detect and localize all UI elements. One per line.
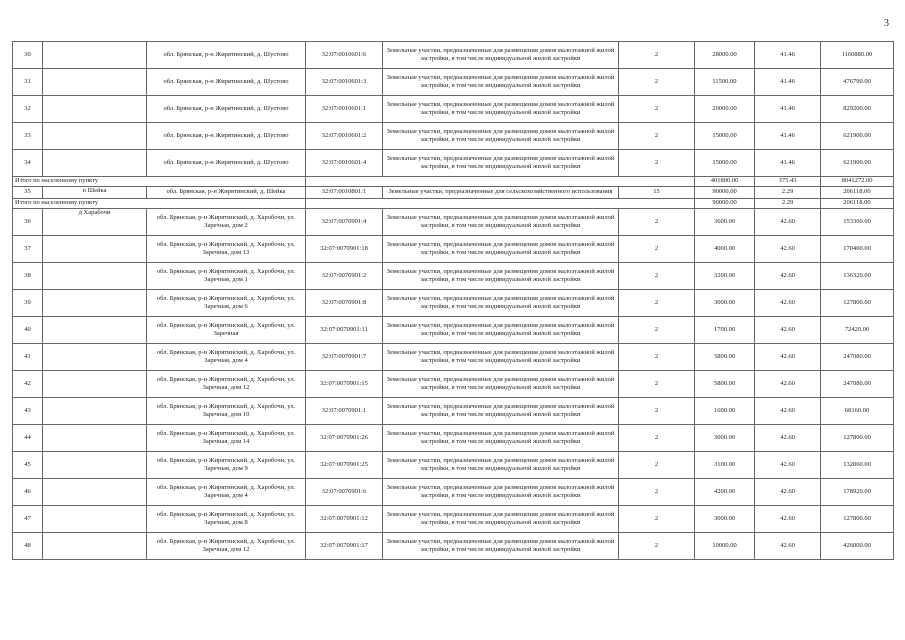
area-cell: 3200.00 xyxy=(695,263,755,290)
cadastral-number-cell: 32:07:0010801:1 xyxy=(306,187,383,199)
cadastral-number-cell: 32:07:0070901:6 xyxy=(306,479,383,506)
locality-cell xyxy=(43,452,147,479)
address-cell: обл. Брянская, р-н Жирятинский, д. Шустово xyxy=(147,96,306,123)
locality-cell xyxy=(43,263,147,290)
specific-value-cell: 41.46 xyxy=(755,42,821,69)
permitted-use-cell: Земельные участки, предназначенные для размещения домов малоэтажной жилой застройки, в том числе индивидуальной жилой застройки xyxy=(383,150,619,177)
table-row xyxy=(13,398,894,425)
subtotal-blank xyxy=(306,199,695,209)
area-cell: 5800.00 xyxy=(695,371,755,398)
specific-value-cell: 41.46 xyxy=(755,123,821,150)
address-cell: обл. Брянская, р-н Жирятинский, д. Харобочи, ул. Заречная, дом 1 xyxy=(147,263,306,290)
locality-cell xyxy=(43,42,147,69)
cadastral-value-cell: 132060.00 xyxy=(821,452,894,479)
table-row xyxy=(13,209,894,236)
cadastral-number-cell: 32:07:0070901:2 xyxy=(306,263,383,290)
row-number: 39 xyxy=(13,290,43,317)
specific-value-cell: 42.60 xyxy=(755,452,821,479)
permitted-use-cell: Земельные участки, предназначенные для сельскохозяйственного использования xyxy=(383,187,619,199)
area-cell: 20000.00 xyxy=(695,96,755,123)
cadastral-number-cell: 32:07:0010601:6 xyxy=(306,42,383,69)
permitted-use-cell: Земельные участки, предназначенные для размещения домов малоэтажной жилой застройки, в том числе индивидуальной жилой застройки xyxy=(383,42,619,69)
row-number: 37 xyxy=(13,236,43,263)
locality-cell: д Харабочи xyxy=(43,209,147,236)
table-row xyxy=(13,317,894,344)
subtotal-rate: 375.43 xyxy=(755,177,821,187)
row-number: 48 xyxy=(13,533,43,560)
cadastral-value-cell: 136320.00 xyxy=(821,263,894,290)
cadastral-value-cell: 170400.00 xyxy=(821,236,894,263)
cadastral-value-cell: 621900.00 xyxy=(821,150,894,177)
land-plot-table xyxy=(12,41,894,560)
specific-value-cell: 42.60 xyxy=(755,236,821,263)
address-cell: обл. Брянская, р-н Жирятинский, д. Шустово xyxy=(147,150,306,177)
permitted-use-cell: Земельные участки, предназначенные для размещения домов малоэтажной жилой застройки, в том числе индивидуальной жилой застройки xyxy=(383,506,619,533)
cadastral-value-cell: 247080.00 xyxy=(821,344,894,371)
permitted-use-cell: Земельные участки, предназначенные для размещения домов малоэтажной жилой застройки, в том числе индивидуальной жилой застройки xyxy=(383,344,619,371)
cadastral-value-cell: 127800.00 xyxy=(821,290,894,317)
table-row xyxy=(13,69,894,96)
area-cell: 90000.00 xyxy=(695,187,755,199)
subtotal-rate: 2.29 xyxy=(755,199,821,209)
row-number: 45 xyxy=(13,452,43,479)
cadastral-number-cell: 32:07:0070901:25 xyxy=(306,452,383,479)
row-number: 38 xyxy=(13,263,43,290)
locality-cell xyxy=(43,317,147,344)
category-cell: 2 xyxy=(619,317,695,344)
cadastral-number-cell: 32:07:0070901:11 xyxy=(306,317,383,344)
locality-cell xyxy=(43,290,147,317)
cadastral-value-cell: 247080.00 xyxy=(821,371,894,398)
cadastral-number-cell: 32:07:0070901:4 xyxy=(306,209,383,236)
cadastral-number-cell: 32:07:0070901:18 xyxy=(306,236,383,263)
address-cell: обл. Брянская, р-н Жирятинский, д. Харобочи, ул. Заречная, дом 10 xyxy=(147,398,306,425)
table-row xyxy=(13,187,894,199)
address-cell: обл. Брянская, р-н Жирятинский, д. Харобочи, ул. Заречная, дом 13 xyxy=(147,236,306,263)
address-cell: обл. Брянская, р-н Жирятинский, д. Харобочи, ул. Заречная, дом 4 xyxy=(147,344,306,371)
table-row xyxy=(13,42,894,69)
area-cell: 15000.00 xyxy=(695,150,755,177)
specific-value-cell: 42.60 xyxy=(755,398,821,425)
address-cell: обл. Брянская, р-н Жирятинский, д. Харобочи, ул. Заречная, дом 8 xyxy=(147,506,306,533)
locality-cell xyxy=(43,479,147,506)
address-cell: обл. Брянская, р-н Жирятинский, д. Харобочи, ул. Заречная, дом 14 xyxy=(147,425,306,452)
specific-value-cell: 42.60 xyxy=(755,263,821,290)
locality-cell xyxy=(43,371,147,398)
row-number: 31 xyxy=(13,69,43,96)
locality-cell xyxy=(43,533,147,560)
permitted-use-cell: Земельные участки, предназначенные для размещения домов малоэтажной жилой застройки, в том числе индивидуальной жилой застройки xyxy=(383,96,619,123)
specific-value-cell: 41.46 xyxy=(755,69,821,96)
locality-cell xyxy=(43,236,147,263)
address-cell: обл. Брянская, р-н Жирятинский, д. Харобочи, ул. Заречная, дом 4 xyxy=(147,479,306,506)
area-cell: 5800.00 xyxy=(695,344,755,371)
table-row xyxy=(13,263,894,290)
permitted-use-cell: Земельные участки, предназначенные для размещения домов малоэтажной жилой застройки, в том числе индивидуальной жилой застройки xyxy=(383,533,619,560)
area-cell: 10000.00 xyxy=(695,533,755,560)
category-cell: 2 xyxy=(619,425,695,452)
cadastral-value-cell: 127800.00 xyxy=(821,506,894,533)
category-cell: 2 xyxy=(619,479,695,506)
subtotal-area: 401800.00 xyxy=(695,177,755,187)
category-cell: 2 xyxy=(619,123,695,150)
category-cell: 2 xyxy=(619,398,695,425)
page-number: 3 xyxy=(884,18,889,29)
table-row xyxy=(13,506,894,533)
area-cell: 3600.00 xyxy=(695,209,755,236)
table-row xyxy=(13,479,894,506)
specific-value-cell: 42.60 xyxy=(755,317,821,344)
table-row xyxy=(13,236,894,263)
category-cell: 15 xyxy=(619,187,695,199)
category-cell: 2 xyxy=(619,42,695,69)
cadastral-value-cell: 621900.00 xyxy=(821,123,894,150)
category-cell: 2 xyxy=(619,290,695,317)
permitted-use-cell: Земельные участки, предназначенные для размещения домов малоэтажной жилой застройки, в том числе индивидуальной жилой застройки xyxy=(383,263,619,290)
cadastral-number-cell: 32:07:0070901:8 xyxy=(306,290,383,317)
row-number: 33 xyxy=(13,123,43,150)
cadastral-value-cell: 72420.00 xyxy=(821,317,894,344)
address-cell: обл. Брянская, р-н Жирятинский, д. Шустово xyxy=(147,69,306,96)
table-row xyxy=(13,344,894,371)
cadastral-number-cell: 32:07:0010601:1 xyxy=(306,96,383,123)
area-cell: 1700.00 xyxy=(695,317,755,344)
address-cell: обл. Брянская, р-н Жирятинский, д. Шейка xyxy=(147,187,306,199)
row-number: 43 xyxy=(13,398,43,425)
row-number: 34 xyxy=(13,150,43,177)
specific-value-cell: 42.60 xyxy=(755,425,821,452)
area-cell: 15000.00 xyxy=(695,123,755,150)
permitted-use-cell: Земельные участки, предназначенные для размещения домов малоэтажной жилой застройки, в том числе индивидуальной жилой застройки xyxy=(383,123,619,150)
permitted-use-cell: Земельные участки, предназначенные для размещения домов малоэтажной жилой застройки, в том числе индивидуальной жилой застройки xyxy=(383,425,619,452)
subtotal-row xyxy=(13,177,894,187)
area-cell: 11500.00 xyxy=(695,69,755,96)
cadastral-number-cell: 32:07:0070901:26 xyxy=(306,425,383,452)
cadastral-value-cell: 1160880.00 xyxy=(821,42,894,69)
address-cell: обл. Брянская, р-н Жирятинский, д. Харобочи, ул. Заречная, дом 2 xyxy=(147,209,306,236)
table-row xyxy=(13,96,894,123)
specific-value-cell: 2.29 xyxy=(755,187,821,199)
area-cell: 3000.00 xyxy=(695,425,755,452)
row-number: 30 xyxy=(13,42,43,69)
specific-value-cell: 42.60 xyxy=(755,209,821,236)
cadastral-value-cell: 426000.00 xyxy=(821,533,894,560)
permitted-use-cell: Земельные участки, предназначенные для размещения домов малоэтажной жилой застройки, в том числе индивидуальной жилой застройки xyxy=(383,69,619,96)
specific-value-cell: 42.60 xyxy=(755,479,821,506)
permitted-use-cell: Земельные участки, предназначенные для размещения домов малоэтажной жилой застройки, в том числе индивидуальной жилой застройки xyxy=(383,479,619,506)
permitted-use-cell: Земельные участки, предназначенные для размещения домов малоэтажной жилой застройки, в том числе индивидуальной жилой застройки xyxy=(383,317,619,344)
category-cell: 2 xyxy=(619,344,695,371)
subtotal-row xyxy=(13,199,894,209)
specific-value-cell: 41.46 xyxy=(755,96,821,123)
cadastral-value-cell: 178920.00 xyxy=(821,479,894,506)
area-cell: 3000.00 xyxy=(695,506,755,533)
table-row xyxy=(13,371,894,398)
row-number: 44 xyxy=(13,425,43,452)
specific-value-cell: 42.60 xyxy=(755,533,821,560)
category-cell: 2 xyxy=(619,236,695,263)
locality-cell xyxy=(43,150,147,177)
category-cell: 2 xyxy=(619,452,695,479)
address-cell: обл. Брянская, р-н Жирятинский, д. Харобочи, ул. Заречная xyxy=(147,317,306,344)
area-cell: 4000.00 xyxy=(695,236,755,263)
table-row xyxy=(13,150,894,177)
locality-cell xyxy=(43,344,147,371)
cadastral-number-cell: 32:07:0010601:2 xyxy=(306,123,383,150)
row-number: 32 xyxy=(13,96,43,123)
table-row xyxy=(13,452,894,479)
locality-cell xyxy=(43,506,147,533)
cadastral-value-cell: 153360.00 xyxy=(821,209,894,236)
cadastral-value-cell: 206118.00 xyxy=(821,187,894,199)
cadastral-value-cell: 68160.00 xyxy=(821,398,894,425)
permitted-use-cell: Земельные участки, предназначенные для размещения домов малоэтажной жилой застройки, в том числе индивидуальной жилой застройки xyxy=(383,209,619,236)
locality-cell: п Шейка xyxy=(43,187,147,199)
specific-value-cell: 41.46 xyxy=(755,150,821,177)
cadastral-number-cell: 32:07:0070901:15 xyxy=(306,371,383,398)
row-number: 46 xyxy=(13,479,43,506)
area-cell: 3100.00 xyxy=(695,452,755,479)
permitted-use-cell: Земельные участки, предназначенные для размещения домов малоэтажной жилой застройки, в том числе индивидуальной жилой застройки xyxy=(383,236,619,263)
permitted-use-cell: Земельные участки, предназначенные для размещения домов малоэтажной жилой застройки, в том числе индивидуальной жилой застройки xyxy=(383,371,619,398)
row-number: 40 xyxy=(13,317,43,344)
category-cell: 2 xyxy=(619,150,695,177)
address-cell: обл. Брянская, р-н Жирятинский, д. Харобочи, ул. Заречная, дом 12 xyxy=(147,533,306,560)
table-row xyxy=(13,123,894,150)
cadastral-value-cell: 829200.00 xyxy=(821,96,894,123)
cadastral-number-cell: 32:07:0010601:3 xyxy=(306,69,383,96)
subtotal-blank xyxy=(306,177,695,187)
cadastral-number-cell: 32:07:0070901:12 xyxy=(306,506,383,533)
subtotal-label: Итого по населенному пункту xyxy=(13,199,306,209)
address-cell: обл. Брянская, р-н Жирятинский, д. Харобочи, ул. Заречная, дом 9 xyxy=(147,452,306,479)
cadastral-number-cell: 32:07:0070901:17 xyxy=(306,533,383,560)
category-cell: 2 xyxy=(619,96,695,123)
locality-cell xyxy=(43,425,147,452)
subtotal-value: 8041272.00 xyxy=(821,177,894,187)
row-number: 41 xyxy=(13,344,43,371)
area-cell: 1600.00 xyxy=(695,398,755,425)
address-cell: обл. Брянская, р-н Жирятинский, д. Харобочи, ул. Заречная, дом 12 xyxy=(147,371,306,398)
category-cell: 2 xyxy=(619,209,695,236)
category-cell: 2 xyxy=(619,371,695,398)
specific-value-cell: 42.60 xyxy=(755,506,821,533)
specific-value-cell: 42.60 xyxy=(755,290,821,317)
cadastral-number-cell: 32:07:0070901:7 xyxy=(306,344,383,371)
subtotal-label: Итого по населенному пункту xyxy=(13,177,306,187)
category-cell: 2 xyxy=(619,263,695,290)
specific-value-cell: 42.60 xyxy=(755,344,821,371)
address-cell: обл. Брянская, р-н Жирятинский, д. Шустово xyxy=(147,42,306,69)
area-cell: 3000.00 xyxy=(695,290,755,317)
row-number: 42 xyxy=(13,371,43,398)
specific-value-cell: 42.60 xyxy=(755,371,821,398)
row-number: 47 xyxy=(13,506,43,533)
address-cell: обл. Брянская, р-н Жирятинский, д. Харобочи, ул. Заречная, дом 6 xyxy=(147,290,306,317)
permitted-use-cell: Земельные участки, предназначенные для размещения домов малоэтажной жилой застройки, в том числе индивидуальной жилой застройки xyxy=(383,452,619,479)
permitted-use-cell: Земельные участки, предназначенные для размещения домов малоэтажной жилой застройки, в том числе индивидуальной жилой застройки xyxy=(383,290,619,317)
table-row xyxy=(13,290,894,317)
subtotal-area: 90000.00 xyxy=(695,199,755,209)
locality-cell xyxy=(43,96,147,123)
table-body xyxy=(13,42,894,560)
permitted-use-cell: Земельные участки, предназначенные для размещения домов малоэтажной жилой застройки, в том числе индивидуальной жилой застройки xyxy=(383,398,619,425)
cadastral-number-cell: 32:07:0010601:4 xyxy=(306,150,383,177)
subtotal-value: 206118.00 xyxy=(821,199,894,209)
category-cell: 2 xyxy=(619,69,695,96)
table-row xyxy=(13,425,894,452)
locality-cell xyxy=(43,123,147,150)
category-cell: 2 xyxy=(619,506,695,533)
address-cell: обл. Брянская, р-н Жирятинский, д. Шустово xyxy=(147,123,306,150)
table-row xyxy=(13,533,894,560)
row-number: 35 xyxy=(13,187,43,199)
locality-cell xyxy=(43,69,147,96)
area-cell: 4200.00 xyxy=(695,479,755,506)
cadastral-value-cell: 476790.00 xyxy=(821,69,894,96)
locality-cell xyxy=(43,398,147,425)
cadastral-value-cell: 127800.00 xyxy=(821,425,894,452)
row-number: 36 xyxy=(13,209,43,236)
cadastral-number-cell: 32:07:0070901:1 xyxy=(306,398,383,425)
category-cell: 2 xyxy=(619,533,695,560)
area-cell: 28000.00 xyxy=(695,42,755,69)
